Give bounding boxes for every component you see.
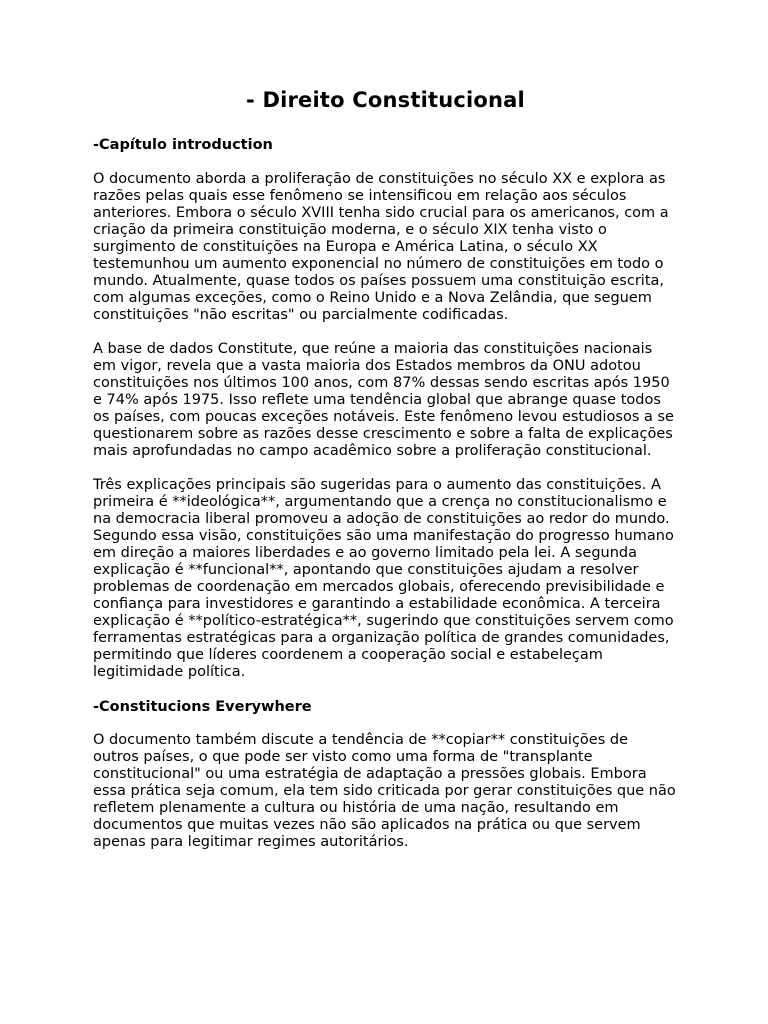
document-page <box>93 86 678 851</box>
section-heading-everywhere: -Constitucions Everywhere <box>93 699 312 715</box>
paragraph-constitute-database: A base de dados Constitute, que reúne a maioria das constituições nacionais em vigor, revela que a vasta maioria dos Estados membros da ONU adotou constituições nos últimos 100 anos, com 87% dessas sendo escritas após 1950 e 74% após 1975. Isso reflete uma tendência global que abrange quase todos os países, com poucas exceções notáveis. Este fenômeno levou estudiosos a se questionarem sobre as razões desse crescimento e sobre a falta de explicações mais aprofundadas no campo acadêmico sobre a proliferação constitucional. <box>93 341 674 459</box>
paragraph-proliferation: O documento aborda a proliferação de constituições no século XX e explora as razões pelas quais esse fenômeno se intensificou em relação aos séculos anteriores. Embora o século XVIII tenha sido crucial para os americanos, com a criação da primeira constituição moderna, e o século XIX tenha visto o surgimento de constituições na Europa e América Latina, o século XX testemunhou um aumento exponencial no número de constituições em todo o mundo. Atualmente, quase todos os países possuem uma constituição escrita, com algumas exceções, como o Reino Unido e a Nova Zelândia, que seguem constituições "não escritas" ou parcialmente codificadas. <box>93 171 669 323</box>
document-title: - Direito Constitucional <box>246 88 525 112</box>
paragraph-three-explanations: Três explicações principais são sugeridas para o aumento das constituições. A primeira é **ideológica**, argumentando que a crença no constitucionalismo e na democracia liberal promoveu a adoção de constituições ao redor do mundo. Segundo essa visão, constituições são uma manifestação do progresso humano em direção a maiores liberdades e ao governo limitado pela lei. A segunda explicação é **funcional**, apontando que constituições ajudam a resolver problemas de coordenação em mercados globais, oferecendo previsibilidade e confiança para investidores e garantindo a estabilidade econômica. A terceira explicação é **político-estratégica**, sugerindo que constituições servem como ferramentas estratégicas para a organização política de grandes comunidades, permitindo que líderes coordenem a cooperação social e estabeleçam legitimidade política. <box>93 477 674 680</box>
section-heading-introduction: -Capítulo introduction <box>93 137 273 153</box>
paragraph-copying-constitutions: O documento também discute a tendência de **copiar** constituições de outros países, o que pode ser visto como uma forma de "transplante constitucional" ou uma estratégia de adaptação a pressões globais. Embora essa prática seja comum, ela tem sido criticada por gerar constituições que não refletem plenamente a cultura ou história de uma nação, resultando em documentos que muitas vezes não são aplicados na prática ou que servem apenas para legitimar regimes autoritários. <box>93 732 676 850</box>
